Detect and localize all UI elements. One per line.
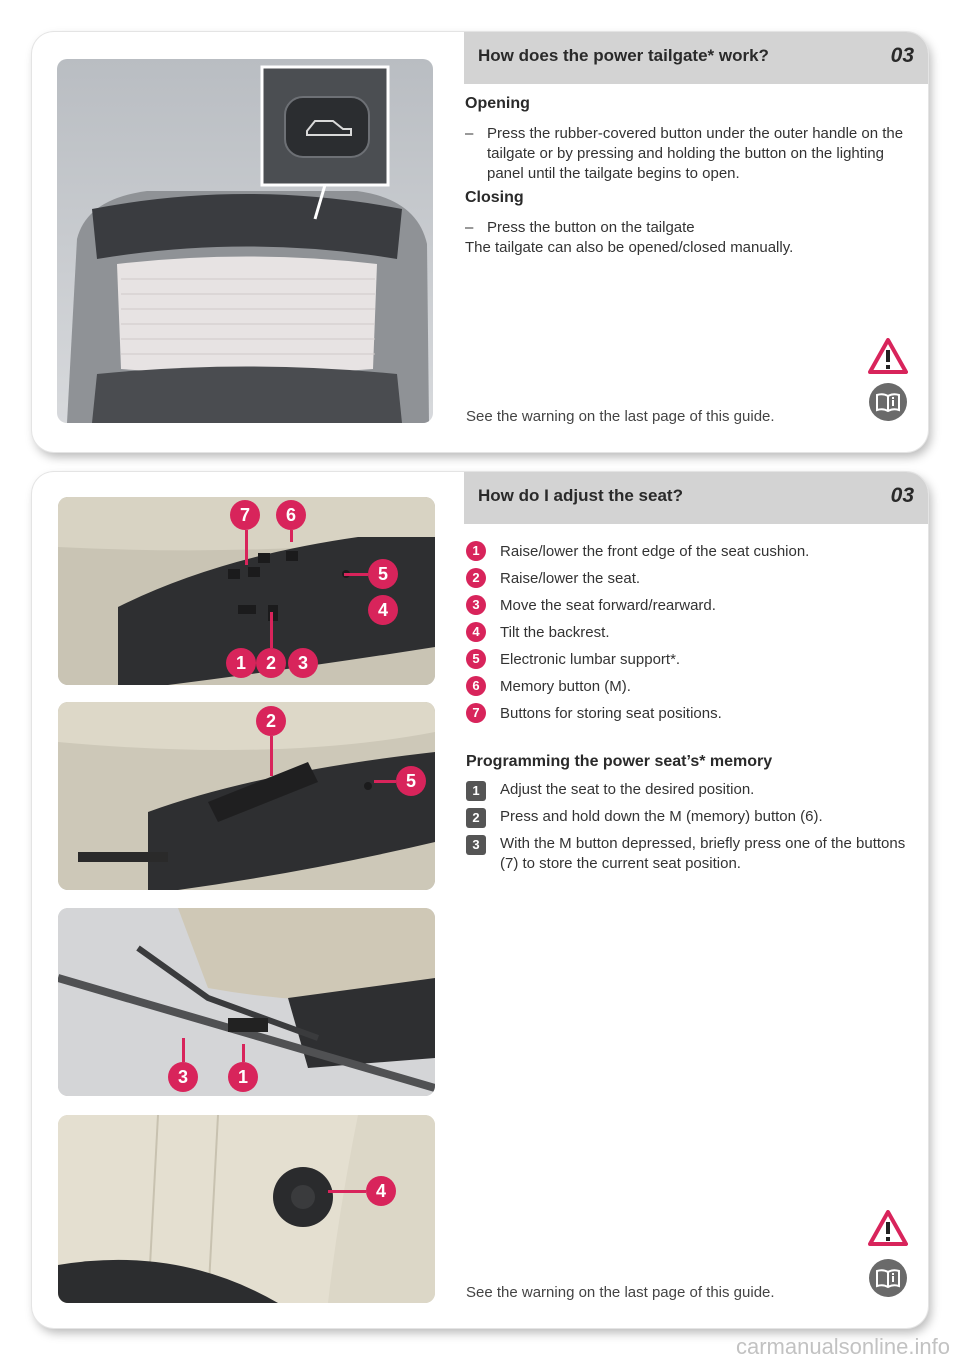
tailgate-card [32,32,928,452]
warning-reference: See the warning on the last page of this guide. [466,408,775,425]
seat-controls-legend [466,541,906,881]
opening-step: – Press the rubber-covered button under the outer handle on the tailgate or by pressing and holding the button on the lighting panel until the tailgate begins to open. [465,124,905,184]
seat-side-photo [58,702,435,890]
callout-leader [328,1190,366,1193]
callout-2: 2 [256,706,286,736]
chapter-number: 03 [890,484,914,507]
callout-2: 2 [256,648,286,678]
opening-heading: Opening [465,95,530,112]
step-number-badge: 3 [466,835,486,855]
seat-side-illustration [58,702,435,890]
item-number-badge: 6 [466,676,486,696]
callout-1: 1 [226,648,256,678]
callout-leader [242,1044,245,1062]
item-text: Electronic lumbar support*. [500,651,681,668]
closing-step: – Press the button on the tailgate [465,218,905,238]
warning-triangle-icon [868,1210,908,1246]
tailgate-instructions [465,94,905,258]
warning-reference: See the warning on the last page of this guide. [466,1284,775,1301]
step-text: Press and hold down the M (memory) button (6). [500,808,823,825]
item-text: Buttons for storing seat positions. [500,705,722,722]
list-item [466,568,906,595]
item-number-badge: 5 [466,649,486,669]
callout-leader [344,573,368,576]
item-number-badge: 7 [466,703,486,723]
list-item [466,595,906,622]
callout-3: 3 [288,648,318,678]
list-item [466,676,906,703]
list-item [466,703,906,730]
list-item [466,780,906,800]
backrest-knob-illustration [58,1115,435,1303]
chapter-number: 03 [890,44,914,67]
list-item [466,834,906,874]
step-text: Adjust the seat to the desired position. [500,781,755,798]
manual-book-icon [868,382,908,422]
backrest-knob-photo [58,1115,435,1303]
item-number-badge: 3 [466,595,486,615]
item-text: Raise/lower the front edge of the seat cushion. [500,543,810,560]
item-text: Tilt the backrest. [500,624,610,641]
closing-heading: Closing [465,189,524,206]
step-number-badge: 2 [466,808,486,828]
warning-triangle-icon [868,338,908,374]
callout-7: 7 [230,500,260,530]
section-title: How do I adjust the seat? [478,486,683,505]
tailgate-photo [57,59,433,423]
seat-card [32,472,928,1328]
tailgate-illustration [57,59,433,423]
callout-leader [245,530,248,565]
list-item [466,807,906,827]
item-text: Memory button (M). [500,678,631,695]
callout-5: 5 [396,766,426,796]
memory-heading: Programming the power seat’s* memory [466,753,773,770]
callout-6: 6 [276,500,306,530]
callout-leader [182,1038,185,1062]
item-number-badge: 2 [466,568,486,588]
list-item [466,622,906,649]
callout-leader [270,612,273,648]
list-item [466,541,906,568]
callout-5: 5 [368,559,398,589]
callout-3: 3 [168,1062,198,1092]
callout-1: 1 [228,1062,258,1092]
section-title: How does the power tailgate* work? [478,46,769,65]
callout-leader [374,780,396,783]
callout-leader [270,736,273,776]
step-number-badge: 1 [466,781,486,801]
watermark: carmanualsonline.info [735,1334,950,1359]
section-header [464,32,928,84]
callout-4: 4 [368,595,398,625]
list-item [466,649,906,676]
step-text: With the M button depressed, briefly press one of the buttons (7) to store the current seat position. [500,835,906,872]
callout-leader [290,530,293,542]
manual-book-icon [868,1258,908,1298]
item-number-badge: 4 [466,622,486,642]
manual-note: The tailgate can also be opened/closed manually. [465,239,794,256]
item-number-badge: 1 [466,541,486,561]
item-text: Raise/lower the seat. [500,570,641,587]
section-header [464,472,928,524]
item-text: Move the seat forward/rearward. [500,597,716,614]
callout-4: 4 [366,1176,396,1206]
